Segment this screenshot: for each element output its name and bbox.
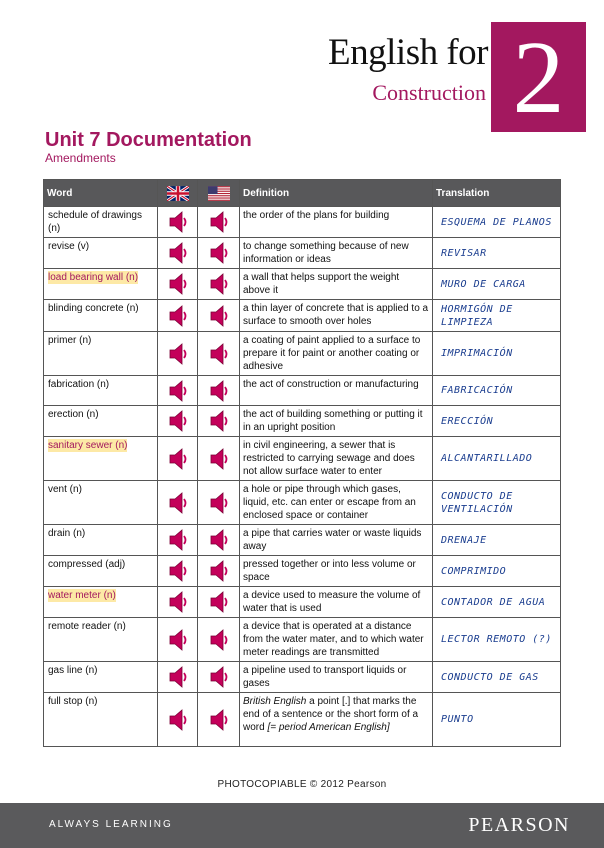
us-audio-cell [198, 376, 240, 406]
table-row [44, 300, 561, 332]
column-header-us [198, 180, 240, 207]
uk-flag-icon [167, 186, 189, 201]
word-cell [44, 693, 158, 747]
footer-slogan: ALWAYS LEARNING [49, 819, 173, 830]
translation-cell [433, 481, 561, 525]
us-audio-cell [198, 556, 240, 587]
table-row [44, 618, 561, 662]
speaker-uk-icon[interactable] [168, 211, 188, 233]
speaker-uk-icon[interactable] [168, 242, 188, 264]
word-term: sanitary sewer (n) [48, 440, 128, 451]
word-cell [44, 406, 158, 437]
uk-audio-cell [158, 332, 198, 376]
word-cell [44, 525, 158, 556]
definition-text: a pipeline used to transport liquids or gases [243, 665, 407, 689]
uk-audio-cell [158, 618, 198, 662]
word-term: compressed (adj) [48, 559, 126, 570]
speaker-uk-icon[interactable] [168, 273, 188, 295]
table-row [44, 662, 561, 693]
speaker-us-icon[interactable] [209, 666, 229, 688]
us-audio-cell [198, 269, 240, 300]
definition-text: to change something because of new information or ideas [243, 241, 409, 265]
word-term: blinding concrete (n) [48, 303, 139, 314]
speaker-uk-icon[interactable] [168, 343, 188, 365]
speaker-us-icon[interactable] [209, 242, 229, 264]
handwritten-translation: IMPRIMACIÓN [441, 348, 513, 359]
table-row [44, 437, 561, 481]
definition-text: a wall that helps support the weight above it [243, 272, 400, 296]
definition-text: a device that is operated at a distance from the water mater, and to which water meter readings are transmitted [243, 621, 424, 658]
table-row [44, 587, 561, 618]
table-row [44, 481, 561, 525]
definition-cell [240, 662, 433, 693]
translation-cell [433, 406, 561, 437]
handwritten-translation: ESQUEMA DE PLANOS [441, 216, 552, 228]
table-row [44, 406, 561, 437]
speaker-uk-icon[interactable] [168, 629, 188, 651]
translation-cell [433, 618, 561, 662]
book-subtitle: Construction [372, 80, 486, 105]
handwritten-translation: MURO DE CARGA [441, 278, 526, 290]
speaker-uk-icon[interactable] [168, 492, 188, 514]
table-row [44, 238, 561, 269]
us-audio-cell [198, 693, 240, 747]
word-cell [44, 207, 158, 238]
uk-audio-cell [158, 207, 198, 238]
definition-cell [240, 332, 433, 376]
footer-brand-logo: PEARSON [468, 814, 570, 836]
speaker-uk-icon[interactable] [168, 380, 188, 402]
us-audio-cell [198, 481, 240, 525]
speaker-us-icon[interactable] [209, 529, 229, 551]
uk-audio-cell [158, 481, 198, 525]
us-audio-cell [198, 238, 240, 269]
word-term: schedule of drawings (n) [48, 210, 142, 234]
column-header-definition: Definition [240, 180, 433, 207]
uk-audio-cell [158, 376, 198, 406]
translation-cell [433, 662, 561, 693]
word-cell [44, 269, 158, 300]
word-term: erection (n) [48, 409, 99, 420]
word-cell [44, 437, 158, 481]
speaker-us-icon[interactable] [209, 211, 229, 233]
speaker-us-icon[interactable] [209, 305, 229, 327]
word-cell [44, 556, 158, 587]
unit-subtitle: Amendments [45, 151, 116, 165]
us-audio-cell [198, 618, 240, 662]
speaker-us-icon[interactable] [209, 273, 229, 295]
definition-cell [240, 525, 433, 556]
speaker-us-icon[interactable] [209, 343, 229, 365]
translation-cell [433, 587, 561, 618]
word-term: water meter (n) [48, 590, 116, 601]
uk-audio-cell [158, 587, 198, 618]
speaker-uk-icon[interactable] [168, 529, 188, 551]
handwritten-translation: DRENAJE [441, 534, 487, 546]
us-audio-cell [198, 300, 240, 332]
handwritten-translation: ALCANTARILLADO [441, 453, 533, 464]
us-audio-cell [198, 662, 240, 693]
footer-bar [0, 803, 604, 848]
word-cell [44, 481, 158, 525]
definition-cell [240, 207, 433, 238]
definition-text: a thin layer of concrete that is applied to a surface to smooth over holes [243, 303, 429, 327]
definition-text: in civil engineering, a sewer that is restricted to carrying sewage and does not allow surface water to enter [243, 440, 415, 477]
handwritten-translation: COMPRIMIDO [441, 565, 507, 577]
photocopiable-notice: PHOTOCOPIABLE © 2012 Pearson [217, 779, 387, 790]
us-audio-cell [198, 332, 240, 376]
uk-audio-cell [158, 437, 198, 481]
uk-audio-cell [158, 300, 198, 332]
book-number: 2 [512, 20, 565, 135]
word-term: full stop (n) [48, 696, 98, 707]
handwritten-translation: ERECCIÓN [441, 415, 494, 427]
speaker-us-icon[interactable] [209, 560, 229, 582]
word-cell [44, 376, 158, 406]
uk-audio-cell [158, 556, 198, 587]
handwritten-translation: CONDUCTO DE GAS [441, 671, 539, 683]
speaker-us-icon[interactable] [209, 591, 229, 613]
table-header-row [44, 180, 561, 207]
definition-text: a point [.] that marks the end of a sentence or the short form of a word [243, 696, 419, 733]
handwritten-translation: FABRICACIÓN [441, 385, 513, 396]
speaker-uk-icon[interactable] [168, 709, 188, 731]
translation-cell [433, 693, 561, 747]
definition-cell [240, 437, 433, 481]
uk-audio-cell [158, 269, 198, 300]
word-cell [44, 618, 158, 662]
translation-cell [433, 525, 561, 556]
translation-cell [433, 437, 561, 481]
translation-cell [433, 300, 561, 332]
translation-cell [433, 269, 561, 300]
us-audio-cell [198, 525, 240, 556]
handwritten-translation: LECTOR REMOTO (?) [441, 634, 552, 645]
definition-cell [240, 300, 433, 332]
table-row [44, 269, 561, 300]
definition-suffix: [= period American English] [267, 722, 390, 733]
speaker-uk-icon[interactable] [168, 666, 188, 688]
column-header-word: Word [44, 180, 158, 207]
definition-text: a pipe that carries water or waste liquids away [243, 528, 422, 552]
definition-cell [240, 376, 433, 406]
handwritten-translation: CONTADOR DE AGUA [441, 596, 546, 608]
handwritten-translation: REVISAR [441, 247, 487, 259]
word-term: remote reader (n) [48, 621, 126, 632]
column-header-translation: Translation [433, 180, 561, 207]
word-cell [44, 300, 158, 332]
vocabulary-table [43, 179, 561, 747]
speaker-us-icon[interactable] [209, 709, 229, 731]
speaker-uk-icon[interactable] [168, 448, 188, 470]
word-term: drain (n) [48, 528, 86, 539]
table-row [44, 556, 561, 587]
book-title: English for [328, 32, 488, 73]
definition-cell [240, 556, 433, 587]
definition-text: a hole or pipe through which gases, liquid, etc. can enter or escape from an enclosed space or container [243, 484, 416, 521]
table-row [44, 693, 561, 747]
handwritten-translation: PUNTO [441, 714, 474, 725]
us-audio-cell [198, 437, 240, 481]
definition-text: pressed together or into less volume or space [243, 559, 416, 583]
handwritten-translation: CONDUCTO DE VENTILACIÓN [441, 490, 513, 515]
definition-text: the act of construction or manufacturing [243, 379, 419, 390]
word-term: vent (n) [48, 484, 82, 495]
handwritten-translation: HORMIGÓN DE LIMPIEZA [441, 303, 513, 328]
word-term: load bearing wall (n) [48, 272, 139, 283]
speaker-uk-icon[interactable] [168, 305, 188, 327]
translation-cell [433, 207, 561, 238]
definition-cell [240, 693, 433, 747]
uk-audio-cell [158, 662, 198, 693]
word-cell [44, 238, 158, 269]
definition-text: the order of the plans for building [243, 210, 390, 221]
speaker-uk-icon[interactable] [168, 560, 188, 582]
speaker-us-icon[interactable] [209, 410, 229, 432]
word-cell [44, 332, 158, 376]
speaker-us-icon[interactable] [209, 380, 229, 402]
uk-audio-cell [158, 238, 198, 269]
definition-text: a device used to measure the volume of water that is used [243, 590, 421, 614]
definition-cell [240, 238, 433, 269]
definition-cell [240, 406, 433, 437]
speaker-us-icon[interactable] [209, 492, 229, 514]
translation-cell [433, 556, 561, 587]
speaker-uk-icon[interactable] [168, 410, 188, 432]
speaker-us-icon[interactable] [209, 629, 229, 651]
word-term: revise (v) [48, 241, 90, 252]
table-row [44, 376, 561, 406]
speaker-uk-icon[interactable] [168, 591, 188, 613]
uk-audio-cell [158, 525, 198, 556]
uk-audio-cell [158, 406, 198, 437]
translation-cell [433, 238, 561, 269]
word-term: primer (n) [48, 335, 92, 346]
table-row [44, 332, 561, 376]
word-cell [44, 587, 158, 618]
column-header-uk [158, 180, 198, 207]
definition-text: a coating of paint applied to a surface to prepare it for paint or another coating or adhesive [243, 335, 421, 372]
table-row [44, 525, 561, 556]
word-term: gas line (n) [48, 665, 98, 676]
definition-prefix: British English [243, 696, 307, 707]
us-audio-cell [198, 587, 240, 618]
book-number-block [491, 20, 586, 135]
us-audio-cell [198, 207, 240, 238]
translation-cell [433, 376, 561, 406]
uk-audio-cell [158, 693, 198, 747]
definition-cell [240, 269, 433, 300]
us-flag-icon [208, 186, 230, 201]
definition-cell [240, 587, 433, 618]
word-term: fabrication (n) [48, 379, 110, 390]
definition-cell [240, 618, 433, 662]
table-row [44, 207, 561, 238]
us-audio-cell [198, 406, 240, 437]
word-cell [44, 662, 158, 693]
definition-text: the act of building something or putting it in an upright position [243, 409, 423, 433]
speaker-us-icon[interactable] [209, 448, 229, 470]
unit-title: Unit 7 Documentation [45, 129, 252, 151]
translation-cell [433, 332, 561, 376]
definition-cell [240, 481, 433, 525]
